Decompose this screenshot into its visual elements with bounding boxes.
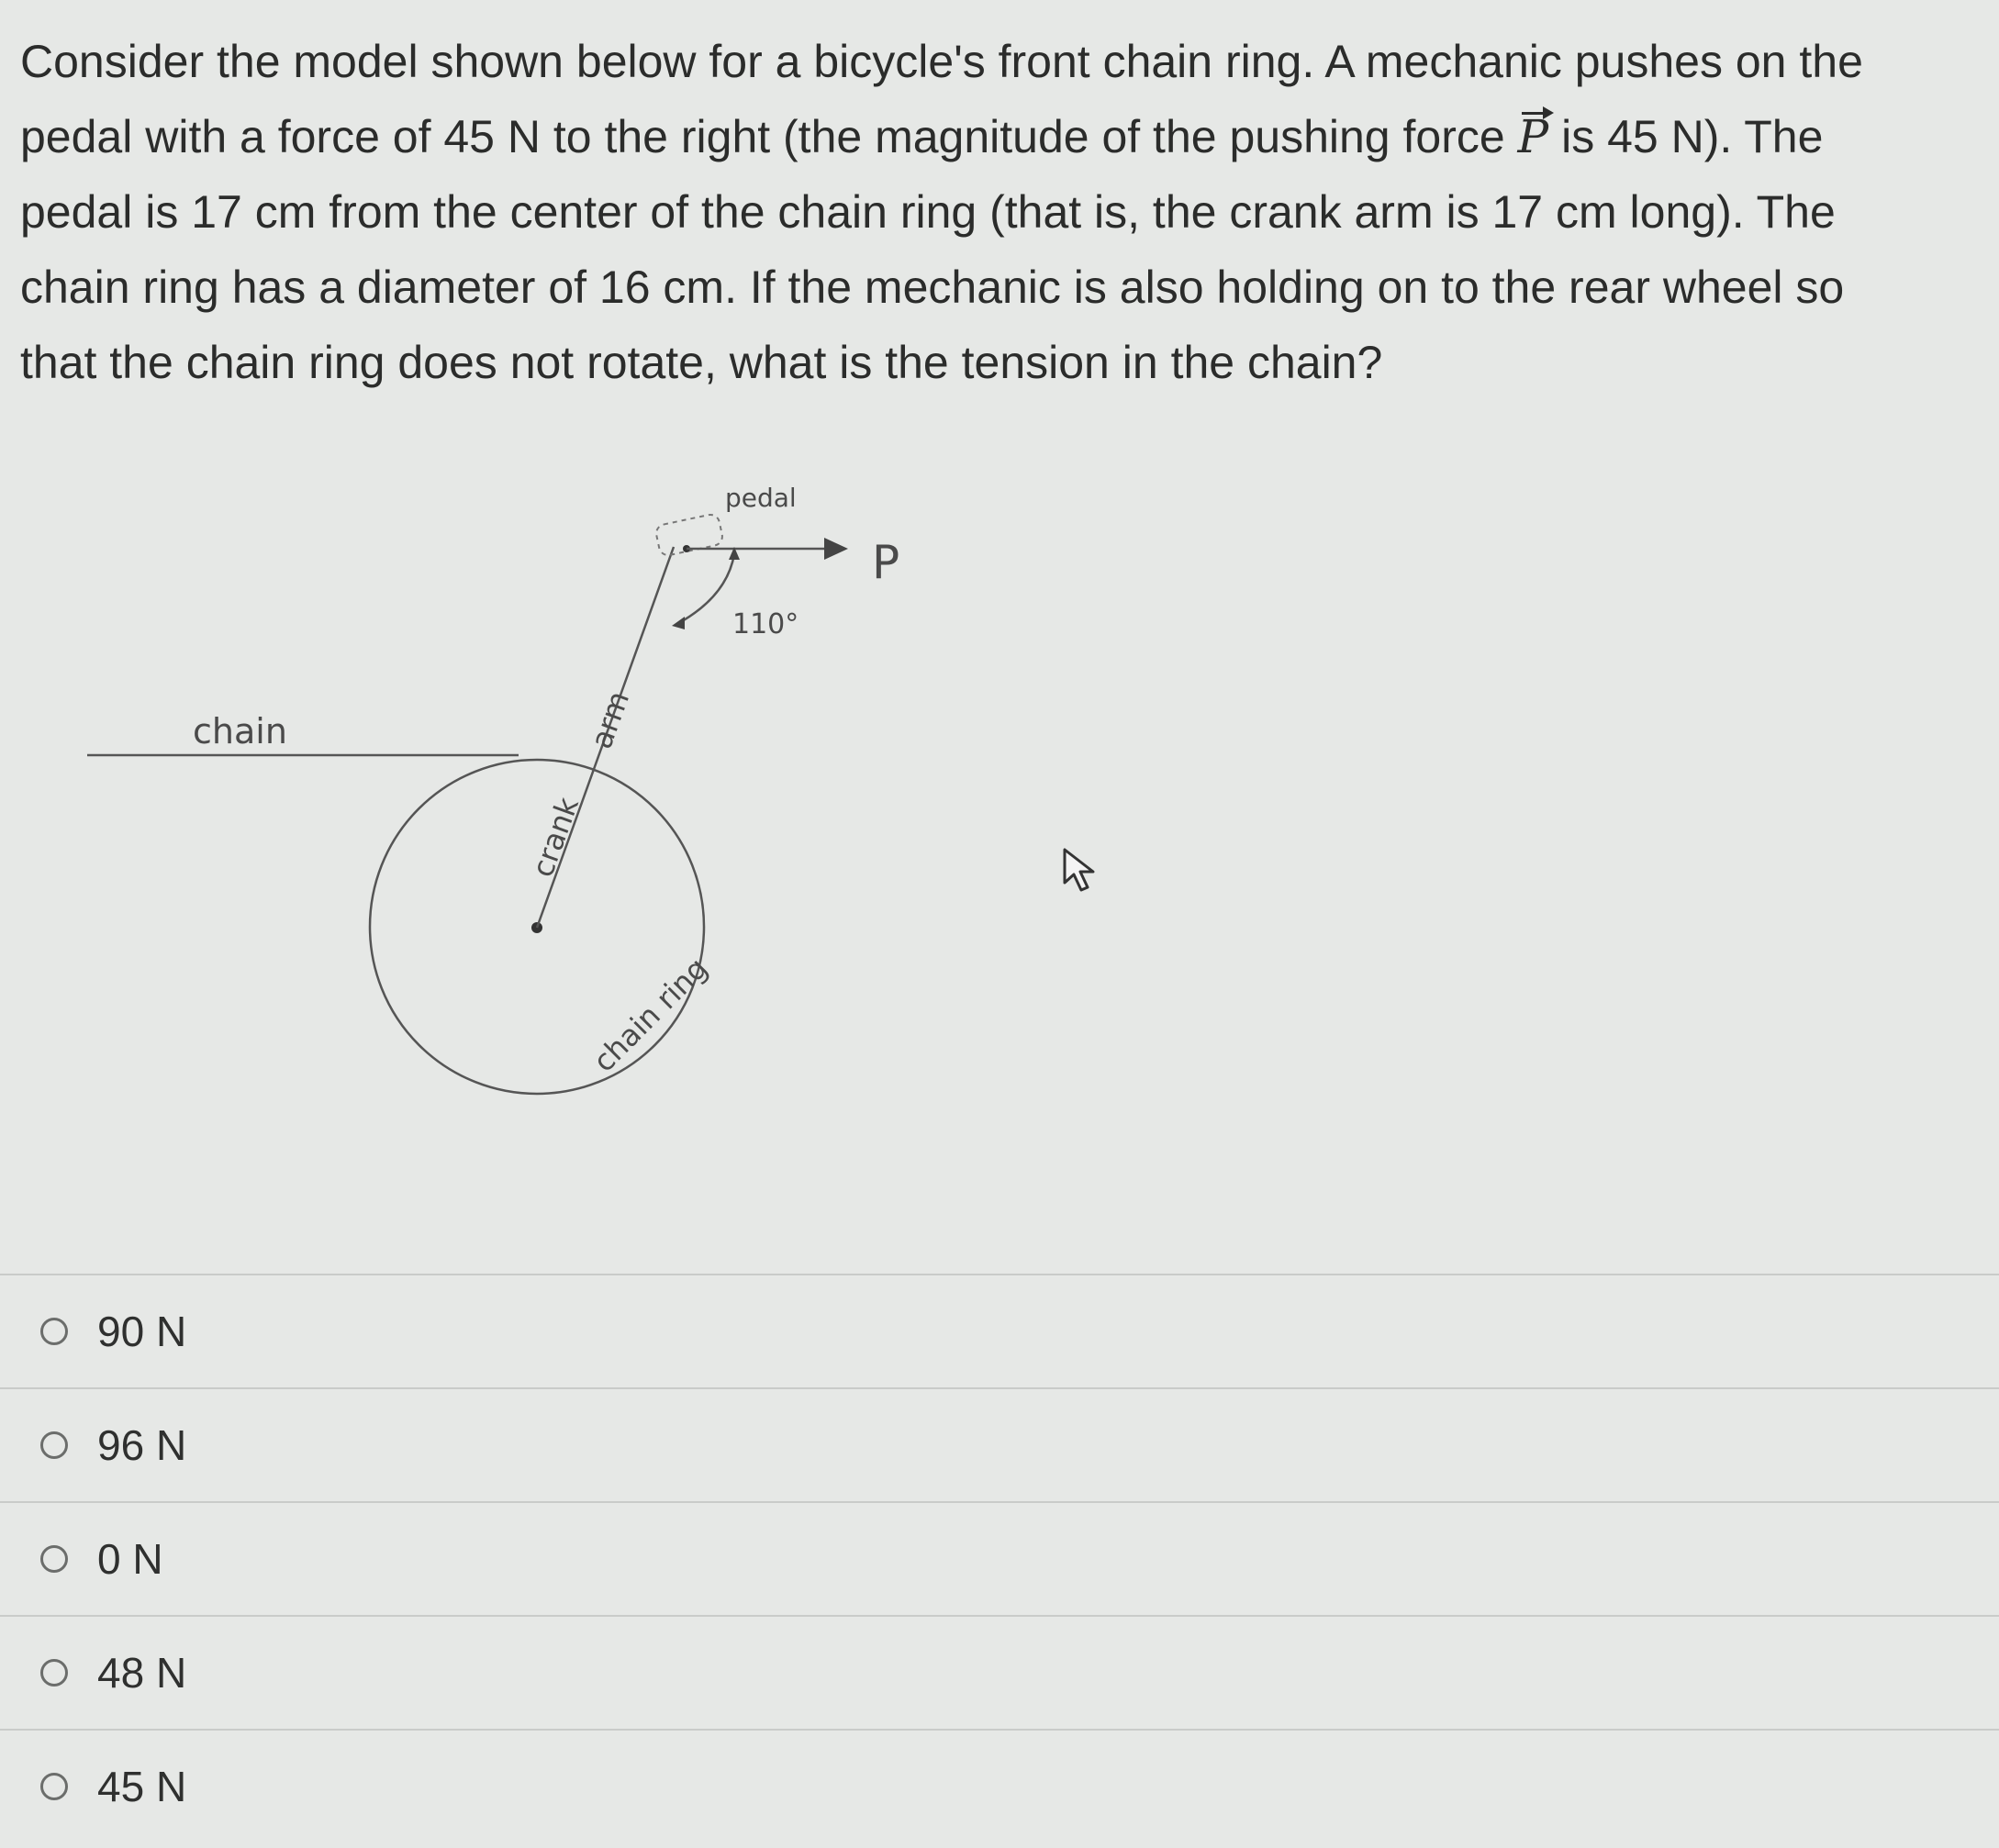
question-line-2-end: is 45 N). The	[1548, 111, 1824, 162]
angle-arc-arrow-bottom	[672, 617, 685, 629]
question-line-5: that the chain ring does not rotate, what is the tension in the chain?	[20, 337, 1383, 388]
angle-label: 110°	[732, 608, 799, 640]
question-line-1: Consider the model shown below for a bicycle's front chain ring. A mechanic pushes on the	[20, 36, 1863, 87]
force-label: P	[872, 536, 900, 589]
radio-circle-icon[interactable]	[40, 1773, 68, 1800]
answer-option[interactable]	[0, 1501, 1999, 1615]
arm-label: arm	[583, 686, 637, 753]
angle-arc	[677, 554, 734, 624]
radio-circle-icon[interactable]	[40, 1431, 68, 1459]
answer-option-label: 45 N	[97, 1763, 187, 1810]
answer-option-label: 0 N	[97, 1535, 163, 1583]
force-vector-symbol: P	[1517, 110, 1549, 163]
question-text	[20, 24, 1966, 400]
question-line-4: chain ring has a diameter of 16 cm. If the mechanic is also holding on to the rear wheel so	[20, 262, 1845, 313]
force-arrow-head	[824, 538, 848, 560]
crank-label: crank	[524, 792, 586, 882]
answer-option-label: 90 N	[97, 1308, 187, 1355]
pedal-label: pedal	[725, 483, 797, 513]
question-line-3: pedal is 17 cm from the center of the chain ring (that is, the crank arm is 17 cm long). The	[20, 186, 1836, 238]
answer-option[interactable]	[0, 1274, 1999, 1387]
chain-label: chain	[193, 711, 287, 751]
diagram-svg	[0, 440, 1101, 1211]
mouse-pointer-icon	[1061, 846, 1107, 897]
radio-circle-icon[interactable]	[40, 1545, 68, 1573]
radio-circle-icon[interactable]	[40, 1659, 68, 1687]
answer-option-label: 48 N	[97, 1649, 187, 1697]
answer-options	[0, 1274, 1999, 1842]
answer-option[interactable]	[0, 1387, 1999, 1501]
chain-ring-diagram	[0, 440, 1101, 1211]
radio-circle-icon[interactable]	[40, 1318, 68, 1345]
answer-option[interactable]	[0, 1729, 1999, 1842]
answer-option-label: 96 N	[97, 1421, 187, 1469]
answer-option[interactable]	[0, 1615, 1999, 1729]
question-line-2-start: pedal with a force of 45 N to the right (the magnitude of the pushing force	[20, 111, 1518, 162]
chain-ring-label: chain ring	[586, 951, 715, 1079]
